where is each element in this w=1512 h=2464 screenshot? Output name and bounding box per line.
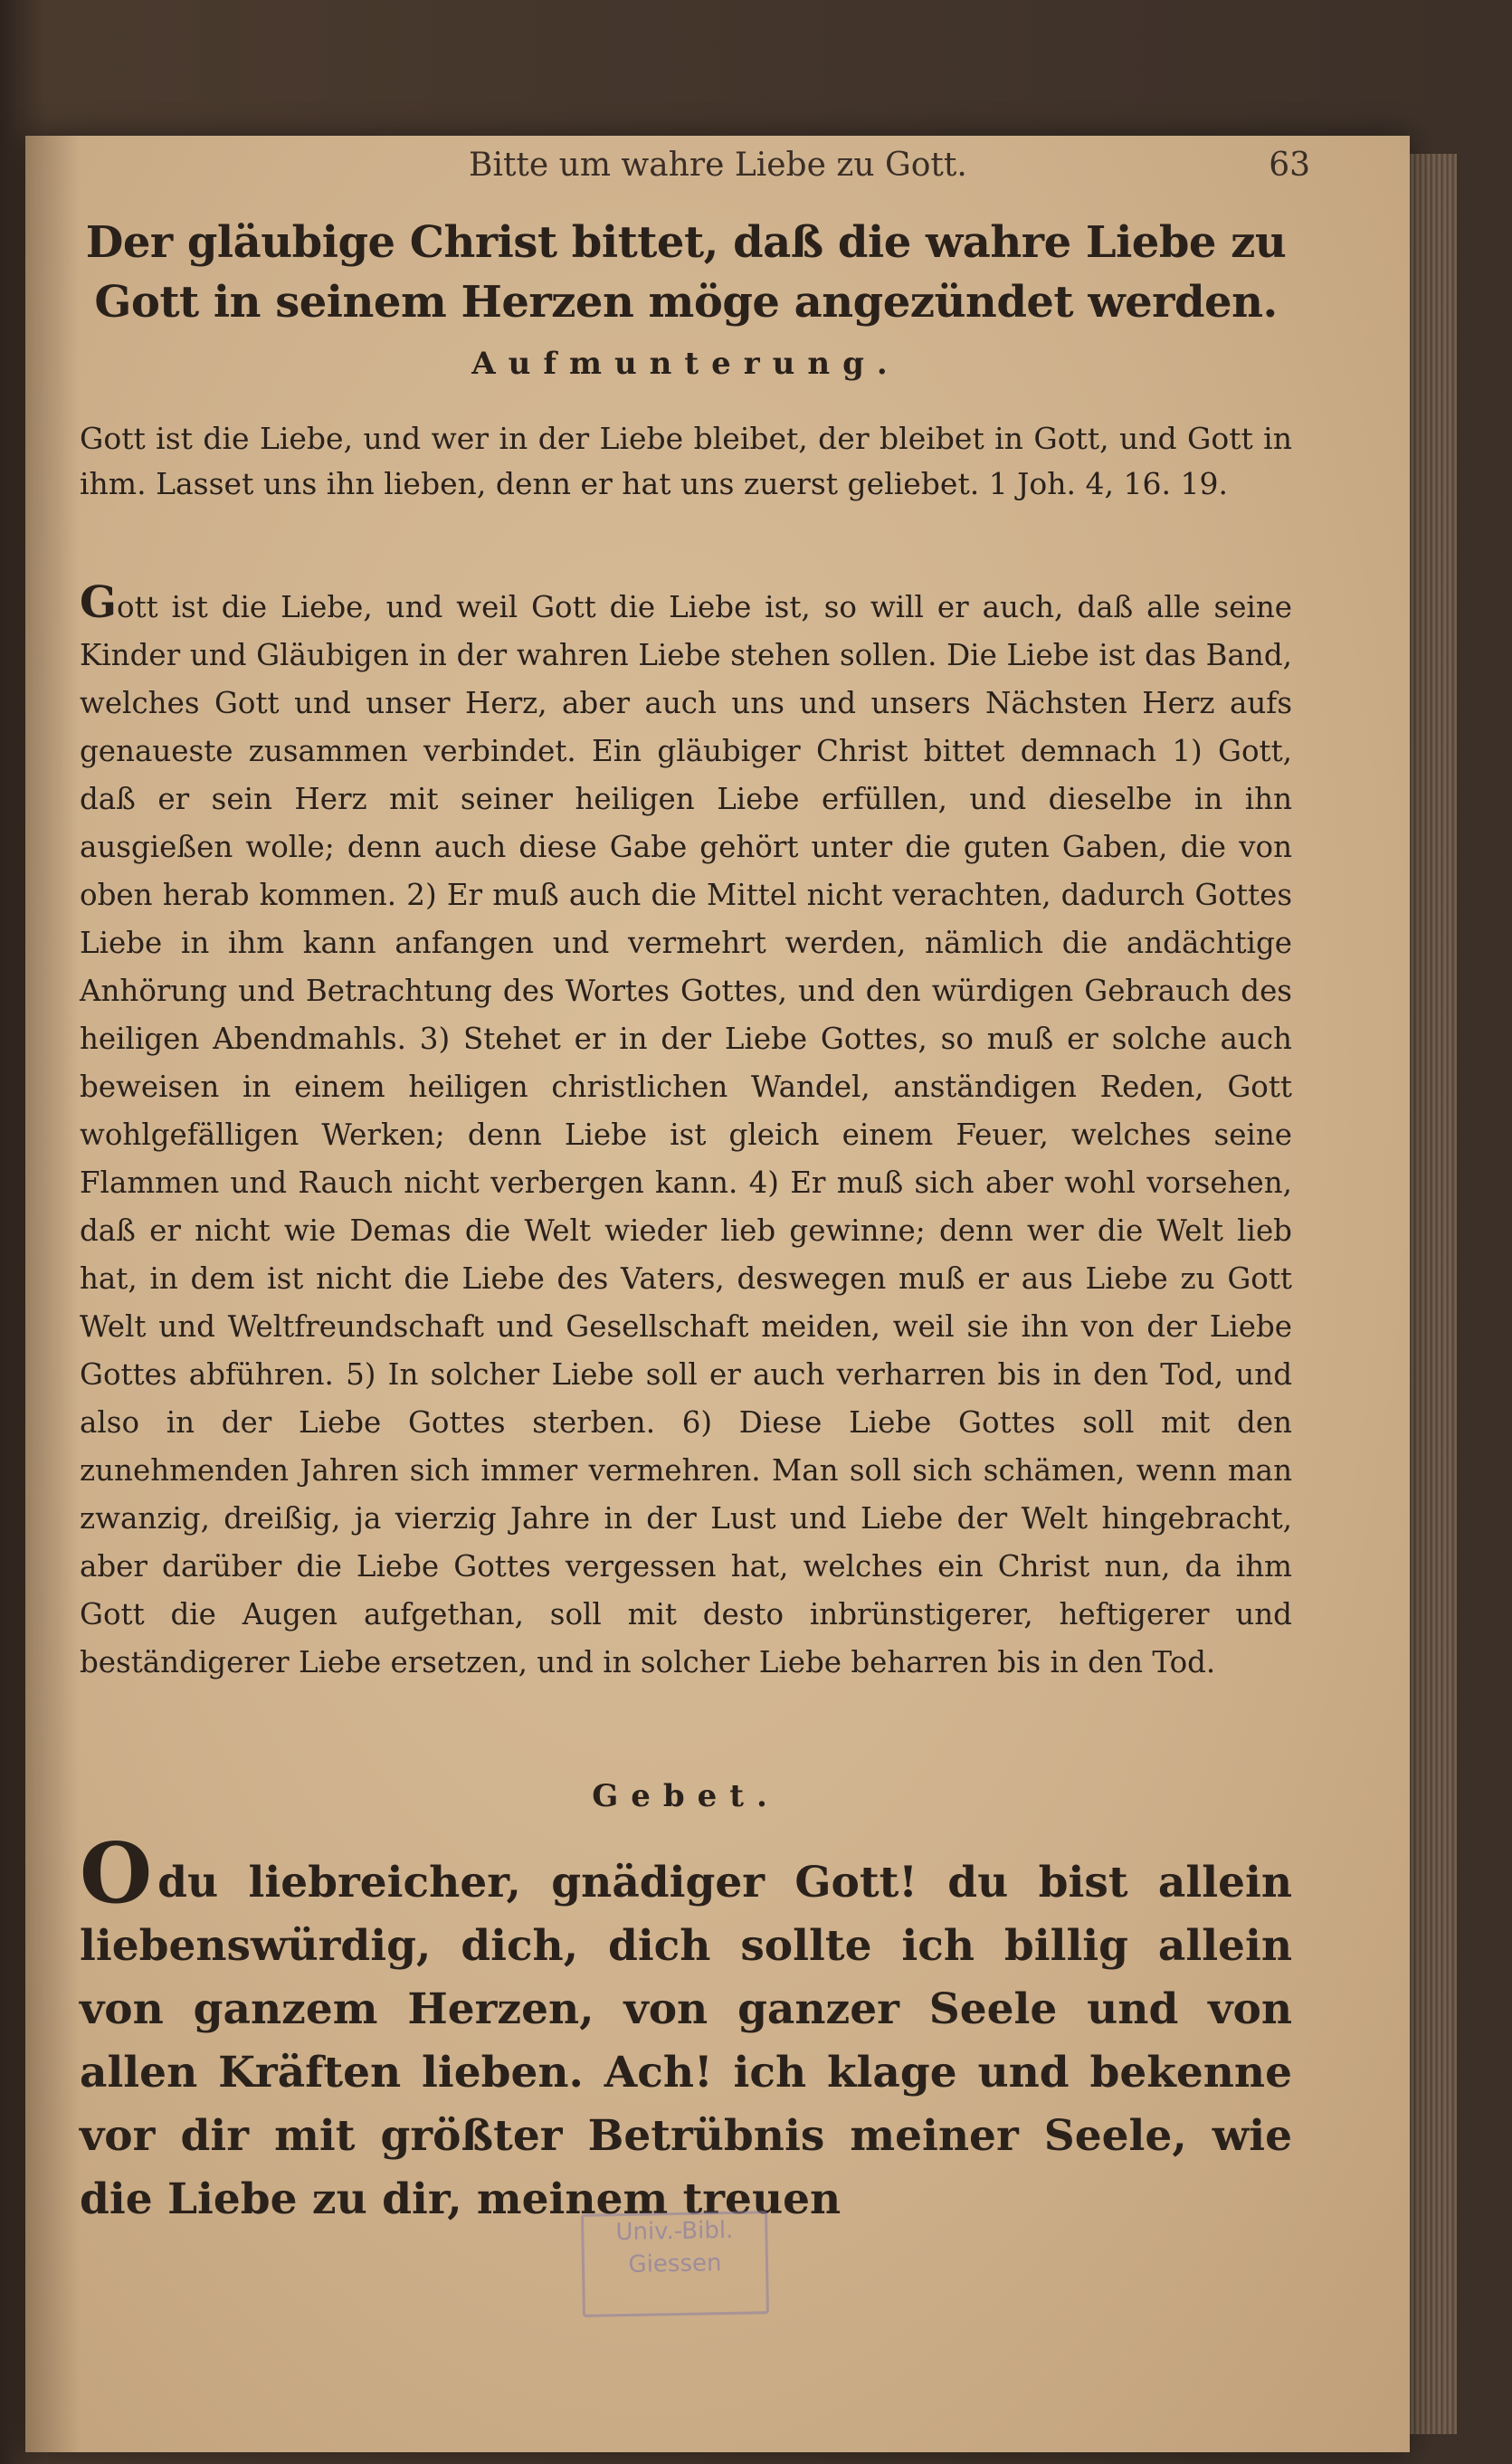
stamp-line-1: Univ.-Bibl. [615, 2216, 734, 2247]
bible-motto: Gott ist die Liebe, und wer in der Liebe bleibet, der bleibet in Gott, und Gott in ihm. Lasset uns ihn lieben, denn er hat uns zuerst geliebet. 1 Joh. 4, 16. 19. [80, 421, 1292, 501]
prayer-label: Gebet. [592, 1778, 780, 1814]
body-paragraph [80, 579, 1292, 1687]
running-title: Bitte um wahre Liebe zu Gott. [469, 147, 967, 184]
body-text: ott ist die Liebe, und weil Gott die Liebe ist, so will er auch, daß alle seine Kinder und Gläubigen in der wahren Liebe stehen sollen. Die Liebe ist das Band, welches Gott und unser Herz, aber auch uns und unsers Nächsten Herz aufs genaueste zusammen verbindet. Ein gläubiger Christ bittet demnach 1) Gott, daß er sein Herz mit seiner heiligen Liebe erfüllen, und dieselbe in ihn ausgießen wolle; denn auch diese Gabe gehört unter die guten Gaben, die von oben herab kommen. 2) Er muß auch die Mittel nicht verachten, dadurch Gottes Liebe in ihm kann anfangen und vermehrt werden, nämlich die andächtige Anhörung und Betrachtung des Wortes Gottes, und den würdigen Gebrauch des heiligen Abendmahls. 3) Stehet er in der Liebe Gottes, so muß er solche auch beweisen in einem heiligen christlichen Wandel, anständigen Reden, Gott wohlgefälligen Werken; denn Liebe ist gleich einem Feuer, welches seine Flammen und Rauch nicht verbergen kann. 4) Er muß sich aber wohl vorsehen, daß er nicht wie Demas die Welt wieder lieb gewinne; denn wer die Welt lieb hat, in dem ist nicht die Liebe des Vaters, deswegen muß er aus Liebe zu Gott Welt und Weltfreundschaft und Gesellschaft meiden, weil sie ihn von der Liebe Gottes abführen. 5) In solcher Liebe soll er auch verharren bis in den Tod, und also in der Liebe Gottes sterben. 6) Diese Liebe Gottes soll mit den zunehmenden Jahren sich immer vermehren. Man soll sich schämen, wenn man zwanzig, dreißig, ja vierzig Jahre in der Lust und Liebe der Welt hingebracht, aber darüber die Liebe Gottes vergessen hat, welches ein Christ nun, da ihm Gott die Augen aufgethan, soll mit desto inbrünstigerer, heftigerer und beständigerer Liebe ersetzen, und in solcher Liebe beharren bis in den Tod. [80, 590, 1292, 1679]
encouragement-label: Aufmunterung. [471, 346, 900, 382]
library-stamp [581, 2211, 769, 2317]
running-head [242, 147, 1310, 184]
prayer-text: du liebreicher, gnädiger Gott! du bist allein liebenswürdig, dich, dich sollte ich billig allein von ganzem Herzen, von ganzer Seele und von allen Kräften lieben. Ach! ich klage und bekenne vor dir mit größter Betrübnis meiner Seele, wie die Liebe zu dir, meinem treuen [80, 1858, 1292, 2224]
spine-shadow [25, 136, 80, 2452]
prayer-initial: O [80, 1824, 153, 1922]
body-initial: G [80, 577, 117, 628]
stamp-line-2: Giessen [628, 2250, 722, 2278]
prayer-paragraph [80, 1824, 1292, 2231]
page-number: 63 [1269, 147, 1310, 184]
chapter-heading: Der gläubige Christ bittet, daß die wahre Liebe zu Gott in seinem Herzen möge angezündet werden. [85, 217, 1287, 328]
